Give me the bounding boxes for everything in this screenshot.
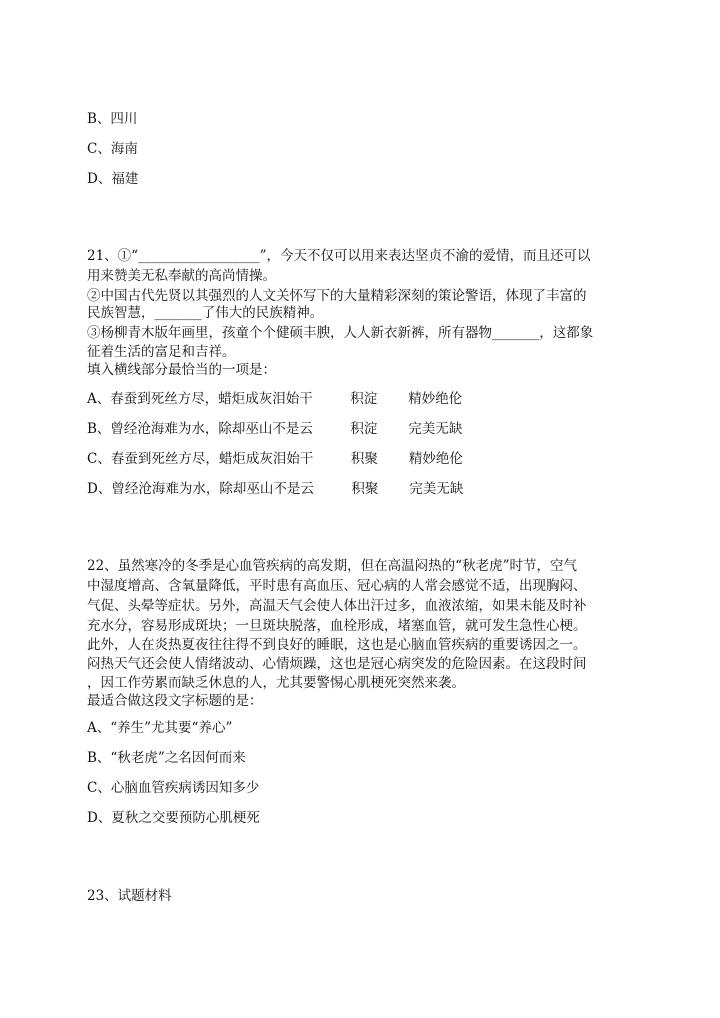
q21-option-a xyxy=(87,389,462,409)
q21-option-b xyxy=(87,419,462,439)
q21-stem-line: ③杨柳青木版年画里，孩童个个健硕丰腴，人人新衣新裤，所有器物_______，这都象 xyxy=(87,325,594,341)
q22-option-c: C、心脑血管疾病诱因知多少 xyxy=(87,780,260,796)
q21-stem-line: 用来赞美无私奉献的高尚情操。 xyxy=(87,268,276,284)
q22-stem-line: 中湿度增高、含氧量降低，平时患有高血压、冠心病的人常会感觉不适，出现胸闷、 xyxy=(87,578,587,594)
option-blank3: 精妙绝伦 xyxy=(408,391,463,407)
q22-prompt: 最适合做这段文字标题的是： xyxy=(87,693,263,709)
option-blank3: 完美无缺 xyxy=(408,421,463,437)
q21-prompt: 填入横线部分最恰当的一项是： xyxy=(87,362,276,378)
q21-stem-line: 21、①“__________________”，今天不仅可以用来表达坚贞不渝的爱情，而且还可以 xyxy=(87,248,591,264)
option-label: C、 xyxy=(87,451,111,467)
q21-stem-line: 征着生活的富足和吉祥。 xyxy=(87,344,236,360)
q22-option-d: D、夏秋之交要预防心肌梗死 xyxy=(87,810,260,826)
q23-title: 23、试题材料 xyxy=(87,888,172,904)
q20-option-d: D、福建 xyxy=(87,171,139,187)
q22-stem-line: 22、虽然寒冷的冬季是心血管疾病的高发期，但在高温闷热的“秋老虎”时节，空气 xyxy=(87,558,577,574)
option-blank1: 曾经沧海难为水，除却巫山不是云 xyxy=(111,481,314,497)
option-blank3: 精妙绝伦 xyxy=(408,451,463,467)
option-blank2: 积聚 xyxy=(350,451,378,467)
option-blank2: 积淀 xyxy=(350,391,378,407)
q21-stem-line: ②中国古代先贤以其强烈的人文关怀写下的大量精彩深刻的策论警语，体现了丰富的 xyxy=(87,288,587,304)
q22-stem-line: 此外，人在炎热夏夜往往得不到良好的睡眠，这也是心脑血管疾病的重要诱因之一。 xyxy=(87,637,587,653)
q20-option-b: B、四川 xyxy=(87,111,138,127)
q20-option-c: C、海南 xyxy=(87,141,138,157)
q22-stem-line: 闷热天气还会使人情绪波动、心情烦躁，这也是冠心病突发的危险因素。在这段时间 xyxy=(87,656,587,672)
q21-option-c xyxy=(87,449,463,469)
q21-option-d xyxy=(87,479,463,499)
q22-stem-line: ，因工作劳累而缺乏休息的人，尤其要警惕心肌梗死突然来袭。 xyxy=(87,675,465,691)
option-blank1: 曾经沧海难为水，除却巫山不是云 xyxy=(110,421,313,437)
q22-option-a: A、“养生”尤其要“养心” xyxy=(87,720,233,736)
option-blank1: 春蚕到死丝方尽，蜡炬成灰泪始干 xyxy=(110,391,313,407)
option-blank1: 春蚕到死丝方尽，蜡炬成灰泪始干 xyxy=(110,451,314,467)
q22-option-b: B、“秋老虎”之名因何而来 xyxy=(87,750,246,766)
q22-stem-line: 气促、头晕等症状。另外，高温天气会使人体出汗过多，血液浓缩，如果未能及时补 xyxy=(87,598,587,614)
q21-stem-line: 民族智慧，_______了伟大的民族精神。 xyxy=(87,305,324,321)
option-label: B、 xyxy=(87,421,111,437)
option-blank2: 积淀 xyxy=(350,421,378,437)
q22-stem-line: 充水分，容易形成斑块；一旦斑块脱落，血栓形成，堵塞血管，就可发生急性心梗。 xyxy=(87,618,587,634)
option-label: A、 xyxy=(87,391,111,407)
option-blank3: 完美无缺 xyxy=(409,481,464,497)
option-label: D、 xyxy=(87,481,112,497)
option-blank2: 积聚 xyxy=(351,481,379,497)
